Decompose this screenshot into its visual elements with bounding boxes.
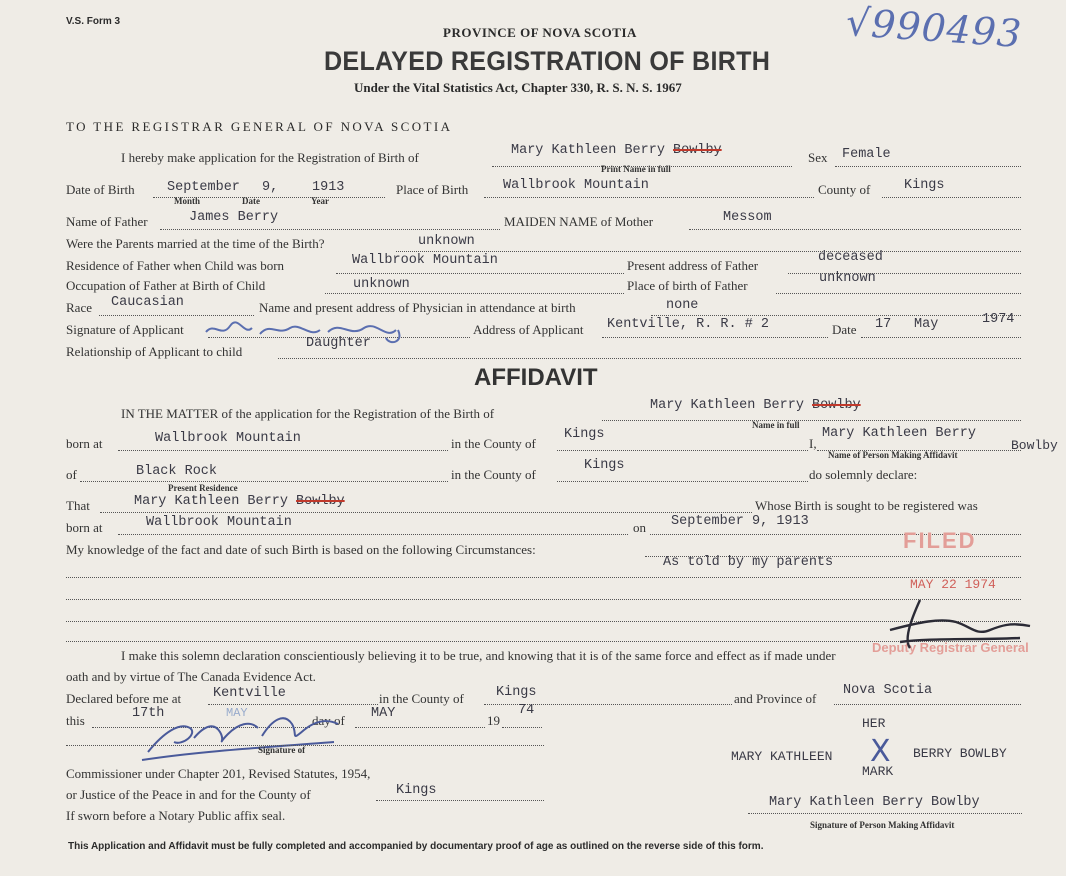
i-label: I, bbox=[809, 436, 817, 451]
commissioner-county-value: Kings bbox=[396, 783, 437, 798]
declared-label: Declared before me at bbox=[66, 691, 182, 706]
signature-label: Signature of Applicant bbox=[66, 322, 184, 337]
addressee: TO THE REGISTRAR GENERAL OF NOVA SCOTIA bbox=[66, 119, 453, 134]
of-label: of bbox=[66, 467, 77, 482]
province-heading: PROVINCE OF NOVA SCOTIA bbox=[443, 25, 637, 40]
affidavit-heading: AFFIDAVIT bbox=[474, 364, 598, 391]
date-year: 1974 bbox=[982, 312, 1015, 327]
registrar-signature bbox=[880, 592, 1040, 656]
county-value: Kings bbox=[904, 178, 945, 193]
commissioner-signature bbox=[134, 702, 354, 766]
sex-value: Female bbox=[842, 147, 891, 162]
in-county-label: in the County of bbox=[451, 436, 536, 451]
born-at-value: Wallbrook Mountain bbox=[155, 431, 301, 446]
that-name: Mary Kathleen Berry Bowlby bbox=[134, 494, 345, 509]
born-at-label-2: born at bbox=[66, 520, 103, 535]
matter-name: Mary Kathleen Berry Bowlby bbox=[650, 398, 861, 413]
child-name: Mary Kathleen Berry Bowlby bbox=[511, 143, 722, 158]
in-county-label-3: in the County of bbox=[379, 691, 464, 706]
dob-year: 1913 bbox=[312, 180, 345, 195]
residence-affidavit-value: Black Rock bbox=[136, 464, 218, 479]
province-label: and Province of bbox=[734, 691, 817, 706]
date-label: Date bbox=[832, 322, 857, 337]
form-id: V.S. Form 3 bbox=[66, 16, 121, 27]
born-county-value: Kings bbox=[564, 427, 605, 442]
maiden-label: MAIDEN NAME of Mother bbox=[504, 214, 654, 229]
declare-text: do solemnly declare: bbox=[809, 467, 918, 482]
mark-x: X bbox=[870, 734, 891, 769]
occupation-value: unknown bbox=[353, 277, 410, 292]
commissioner-text-1: Commissioner under Chapter 201, Revised Statutes, 1954, bbox=[66, 766, 371, 781]
name-in-full-caption: Name in full bbox=[752, 420, 800, 430]
married-label: Were the Parents married at the time of the Birth? bbox=[66, 236, 325, 251]
mark-word: MARK bbox=[862, 764, 894, 779]
father-birthplace-label: Place of birth of Father bbox=[627, 278, 748, 293]
race-label: Race bbox=[66, 300, 92, 315]
year-caption: Year bbox=[311, 196, 329, 206]
dob-day: 9, bbox=[262, 180, 279, 195]
date-day: 17 bbox=[875, 317, 892, 332]
declared-at-value: Kentville bbox=[213, 686, 286, 701]
year-prefix: 19 bbox=[487, 713, 500, 728]
knowledge-text: My knowledge of the fact and date of such Birth is based on the following Circumstances: bbox=[66, 542, 536, 557]
filed-date-stamp: MAY 22 1974 bbox=[910, 577, 996, 592]
married-value: unknown bbox=[418, 234, 475, 249]
residence-caption: Present Residence bbox=[168, 483, 238, 493]
day-value: 17th bbox=[132, 706, 165, 721]
dob-month: September bbox=[167, 180, 240, 195]
physician-label: Name and present address of Physician in attendance at birth bbox=[259, 300, 576, 315]
address-value: Kentville, R. R. # 2 bbox=[607, 317, 770, 332]
born-at-label: born at bbox=[66, 436, 103, 451]
date-month: May bbox=[914, 317, 939, 332]
mark-left-name: MARY KATHLEEN bbox=[731, 749, 833, 764]
in-county-label-2: in the County of bbox=[451, 467, 536, 482]
relationship-value: Daughter bbox=[306, 336, 371, 351]
present-address-value: deceased bbox=[818, 250, 883, 265]
residence-county-value: Kings bbox=[584, 458, 625, 473]
commissioner-text-2: or Justice of the Peace in and for the County of bbox=[66, 787, 311, 802]
relationship-label: Relationship of Applicant to child bbox=[66, 344, 243, 359]
declared-county-value: Kings bbox=[496, 685, 537, 700]
registrar-stamp: Deputy Registrar General bbox=[872, 640, 1029, 655]
sex-label: Sex bbox=[808, 150, 828, 165]
intro-text: I hereby make application for the Registration of Birth of bbox=[121, 150, 419, 165]
day-of-label: day of bbox=[312, 713, 345, 728]
date-caption: Date bbox=[242, 196, 260, 206]
signature-of-caption: Signature of bbox=[258, 745, 306, 755]
month-value: MAY bbox=[371, 706, 396, 721]
footer-note: This Application and Affidavit must be fully completed and accompanied by documentary proof of age as outlined on the reverse side of this form. bbox=[68, 841, 764, 852]
solemn-text-1: I make this solemn declaration conscientiously believing it to be true, and knowing that it is of the same force and effect as if made under bbox=[121, 648, 836, 663]
notary-text: If sworn before a Notary Public affix seal. bbox=[66, 808, 286, 823]
father-birthplace-value: unknown bbox=[819, 271, 876, 286]
print-name-caption: Print Name in full bbox=[601, 164, 671, 174]
place-label: Place of Birth bbox=[396, 182, 469, 197]
registration-number: √990493 bbox=[844, 0, 1024, 57]
place-value: Wallbrook Mountain bbox=[503, 178, 649, 193]
solemn-text-2: oath and by virtue of The Canada Evidence Act. bbox=[66, 669, 316, 684]
affiant-signature-caption: Signature of Person Making Affidavit bbox=[810, 820, 955, 830]
dob-label: Date of Birth bbox=[66, 182, 135, 197]
father-value: James Berry bbox=[189, 210, 279, 225]
maiden-value: Messom bbox=[723, 210, 772, 225]
day-month-stamp: MAY bbox=[226, 706, 248, 720]
month-caption: Month bbox=[174, 196, 201, 206]
this-label: this bbox=[66, 713, 85, 728]
county-label: County of bbox=[818, 182, 871, 197]
affiant-name-suffix: Bowlby bbox=[1011, 438, 1058, 453]
that-label: That bbox=[66, 498, 90, 513]
filed-stamp: FILED bbox=[903, 528, 977, 553]
present-address-label: Present address of Father bbox=[627, 258, 759, 273]
mark-right-name: BERRY BOWLBY bbox=[913, 746, 1007, 761]
address-label: Address of Applicant bbox=[473, 322, 584, 337]
on-date-value: September 9, 1913 bbox=[671, 514, 809, 529]
document-subtitle: Under the Vital Statistics Act, Chapter 330, R. S. N. S. 1967 bbox=[354, 80, 682, 95]
physician-value: none bbox=[666, 298, 699, 313]
born-at-value-2: Wallbrook Mountain bbox=[146, 515, 292, 530]
matter-text: IN THE MATTER of the application for the Registration of the Birth of bbox=[121, 406, 495, 421]
residence-label: Residence of Father when Child was born bbox=[66, 258, 285, 273]
race-value: Caucasian bbox=[111, 295, 184, 310]
document-title: DELAYED REGISTRATION OF BIRTH bbox=[324, 46, 771, 76]
whose-birth-text: Whose Birth is sought to be registered was bbox=[755, 498, 978, 513]
her-text: HER bbox=[862, 716, 886, 731]
province-value: Nova Scotia bbox=[843, 683, 933, 698]
affiant-caption: Name of Person Making Affidavit bbox=[828, 450, 958, 460]
circumstances-value: As told by my parents bbox=[663, 555, 834, 570]
affiant-name: Mary Kathleen Berry bbox=[822, 426, 976, 441]
year-suffix-value: 74 bbox=[518, 703, 535, 718]
affiant-typed-name: Mary Kathleen Berry Bowlby bbox=[769, 795, 980, 810]
occupation-label: Occupation of Father at Birth of Child bbox=[66, 278, 266, 293]
on-label: on bbox=[633, 520, 646, 535]
father-label: Name of Father bbox=[66, 214, 148, 229]
residence-value: Wallbrook Mountain bbox=[352, 253, 498, 268]
